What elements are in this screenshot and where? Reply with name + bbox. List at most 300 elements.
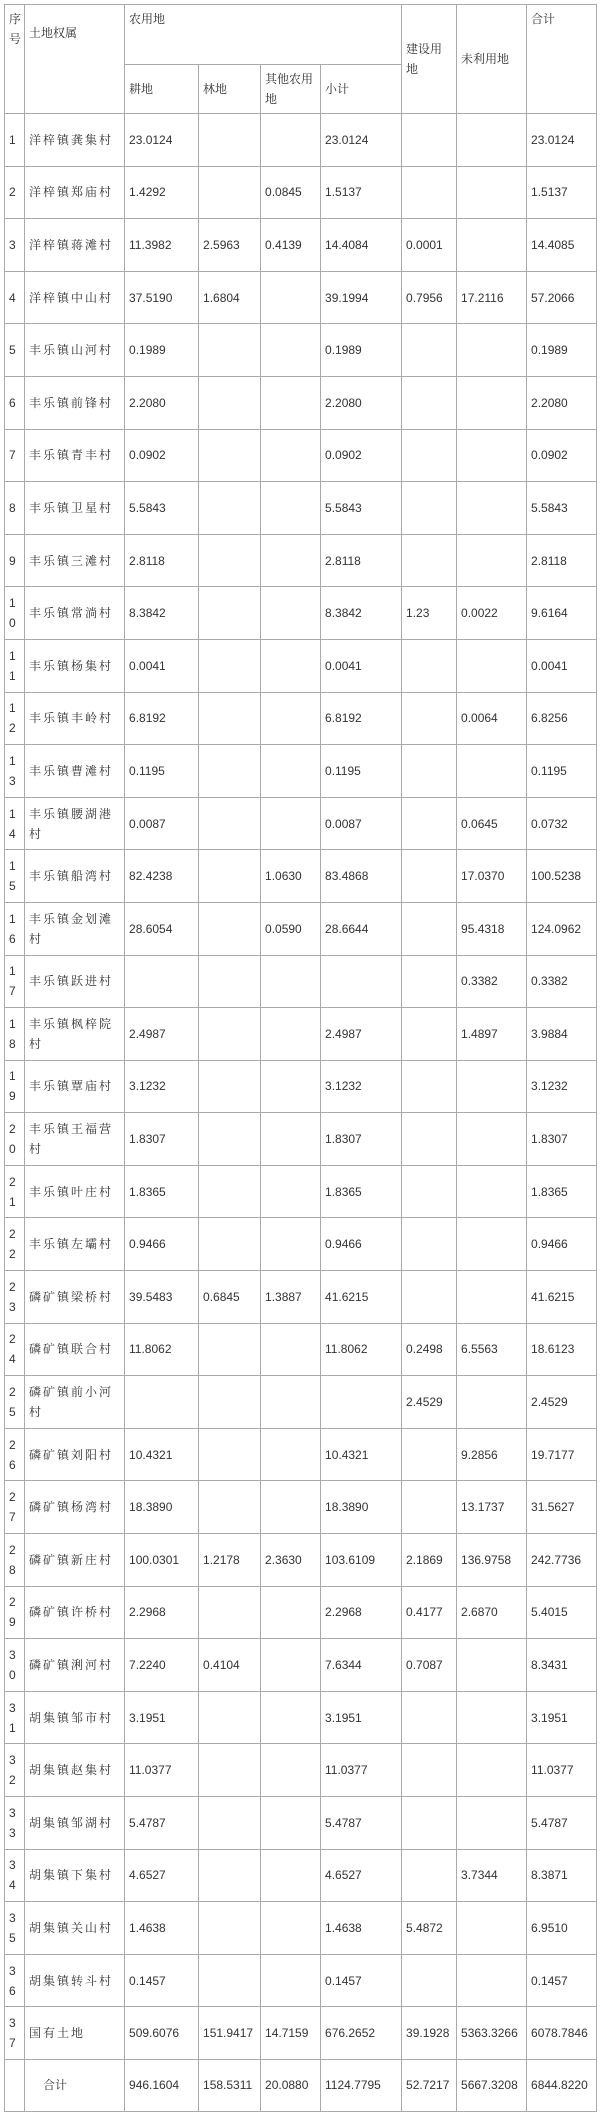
forest-cell [199,745,261,798]
other-agri-cell [261,1008,321,1061]
table-row [5,1691,597,1744]
subtotal-cell: 1.8365 [321,1165,402,1218]
other-agri-cell [261,1797,321,1850]
unused-cell [457,1797,527,1850]
total-cell: 0.9466 [527,1218,597,1271]
other-agri-cell [261,797,321,850]
subtotal-cell: 0.9466 [321,1218,402,1271]
header-total: 合计 [527,5,597,114]
table-row [5,1797,597,1850]
owner-cell: 丰乐镇腰湖港村 [25,797,125,850]
construction-cell [402,902,457,955]
forest-cell [199,1060,261,1113]
land-table-wrapper [4,4,596,2112]
forest-cell [199,797,261,850]
construction-cell [402,482,457,535]
total-cell: 2.2080 [527,376,597,429]
unused-cell [457,745,527,798]
subtotal-cell: 0.0087 [321,797,402,850]
table-row [5,639,597,692]
owner-cell: 丰乐镇跃进村 [25,955,125,1008]
header-seq: 序号 [5,5,25,114]
forest-cell: 2.5963 [199,219,261,272]
arable-cell: 18.3890 [125,1481,199,1534]
construction-cell [402,1428,457,1481]
arable-cell: 1.4292 [125,166,199,219]
table-row [5,587,597,640]
forest-cell [199,850,261,903]
unused-cell [457,1954,527,2007]
other-agri-cell [261,692,321,745]
arable-cell: 0.0041 [125,639,199,692]
forest-cell [199,1954,261,2007]
subtotal-cell [321,1376,402,1429]
owner-cell: 丰乐镇青丰村 [25,429,125,482]
total-cell: 100.5238 [527,850,597,903]
seq-cell: 34 [5,1849,25,1902]
other-agri-cell [261,534,321,587]
construction-cell [402,534,457,587]
construction-cell [402,1060,457,1113]
unused-cell: 3.7344 [457,1849,527,1902]
owner-cell: 丰乐镇金划滩村 [25,902,125,955]
other-agri-cell [261,1323,321,1376]
forest-cell [199,482,261,535]
seq-cell: 15 [5,850,25,903]
forest-cell [199,114,261,167]
construction-cell [402,1008,457,1061]
subtotal-cell: 0.1195 [321,745,402,798]
other-agri-cell [261,324,321,377]
total-subtotal-cell: 1124.7795 [321,2059,402,2111]
seq-cell: 6 [5,376,25,429]
total-cell: 0.1457 [527,1954,597,2007]
table-row [5,219,597,272]
forest-cell [199,955,261,1008]
seq-cell: 25 [5,1376,25,1429]
other-agri-cell [261,1586,321,1639]
arable-cell: 37.5190 [125,271,199,324]
subtotal-cell: 83.4868 [321,850,402,903]
owner-cell: 胡集镇邹市村 [25,1691,125,1744]
total-cell: 6.8256 [527,692,597,745]
owner-cell: 丰乐镇山河村 [25,324,125,377]
construction-cell [402,376,457,429]
arable-cell: 100.0301 [125,1534,199,1587]
unused-cell: 0.3382 [457,955,527,1008]
seq-cell: 1 [5,114,25,167]
forest-cell [199,324,261,377]
forest-cell [199,1428,261,1481]
construction-cell: 0.2498 [402,1323,457,1376]
arable-cell: 11.8062 [125,1323,199,1376]
other-agri-cell [261,745,321,798]
table-row [5,271,597,324]
other-agri-cell [261,1060,321,1113]
total-row-blank [5,2059,25,2111]
total-cell: 0.0732 [527,797,597,850]
forest-cell [199,1902,261,1955]
seq-cell: 28 [5,1534,25,1587]
unused-cell [457,1639,527,1692]
total-arable-cell: 946.1604 [125,2059,199,2111]
unused-cell [457,114,527,167]
unused-cell [457,324,527,377]
unused-cell [457,639,527,692]
table-row [5,1428,597,1481]
owner-cell: 丰乐镇杨集村 [25,639,125,692]
total-cell: 3.1951 [527,1691,597,1744]
construction-cell [402,692,457,745]
seq-cell: 33 [5,1797,25,1850]
subtotal-cell: 11.8062 [321,1323,402,1376]
unused-cell: 0.0645 [457,797,527,850]
arable-cell: 0.1457 [125,1954,199,2007]
forest-cell: 1.2178 [199,1534,261,1587]
table-row [5,1271,597,1324]
owner-cell: 丰乐镇叶庄村 [25,1165,125,1218]
owner-cell: 丰乐镇枫梓院村 [25,1008,125,1061]
arable-cell: 28.6054 [125,902,199,955]
total-other-agri-cell: 20.0880 [261,2059,321,2111]
table-row [5,850,597,903]
arable-cell [125,1376,199,1429]
seq-cell: 17 [5,955,25,1008]
subtotal-cell: 0.1989 [321,324,402,377]
construction-cell [402,1691,457,1744]
seq-cell: 11 [5,639,25,692]
subtotal-cell: 1.5137 [321,166,402,219]
forest-cell [199,1113,261,1166]
construction-cell: 2.4529 [402,1376,457,1429]
other-agri-cell [261,114,321,167]
table-row [5,376,597,429]
construction-cell: 2.1869 [402,1534,457,1587]
subtotal-cell: 3.1951 [321,1691,402,1744]
seq-cell: 5 [5,324,25,377]
total-row [5,2059,597,2111]
unused-cell [457,534,527,587]
subtotal-cell: 2.2968 [321,1586,402,1639]
seq-cell: 21 [5,1165,25,1218]
total-cell: 6078.7846 [527,2007,597,2060]
owner-cell: 国有土地 [25,2007,125,2060]
construction-cell: 0.7956 [402,271,457,324]
owner-cell: 磷矿镇刘阳村 [25,1428,125,1481]
other-agri-cell [261,1218,321,1271]
other-agri-cell [261,1849,321,1902]
arable-cell: 2.2968 [125,1586,199,1639]
other-agri-cell [261,955,321,1008]
construction-cell [402,1797,457,1850]
arable-cell: 0.0087 [125,797,199,850]
header-unused: 未利用地 [457,5,527,114]
arable-cell: 1.4638 [125,1902,199,1955]
arable-cell: 39.5483 [125,1271,199,1324]
seq-cell: 30 [5,1639,25,1692]
subtotal-cell: 18.3890 [321,1481,402,1534]
table-row [5,429,597,482]
subtotal-cell: 7.6344 [321,1639,402,1692]
unused-cell: 2.6870 [457,1586,527,1639]
arable-cell: 1.8365 [125,1165,199,1218]
total-cell: 1.8307 [527,1113,597,1166]
seq-cell: 19 [5,1060,25,1113]
forest-cell [199,692,261,745]
construction-cell: 0.7087 [402,1639,457,1692]
seq-cell: 3 [5,219,25,272]
unused-cell: 6.5563 [457,1323,527,1376]
header-other-agri: 其他农用地 [261,65,321,114]
owner-cell: 洋梓镇蒋滩村 [25,219,125,272]
unused-cell: 17.0370 [457,850,527,903]
unused-cell [457,482,527,535]
seq-cell: 22 [5,1218,25,1271]
forest-cell [199,1586,261,1639]
unused-cell: 0.0064 [457,692,527,745]
table-body [5,5,597,2112]
owner-cell: 磷矿镇浰河村 [25,1639,125,1692]
header-agri: 农用地 [125,5,402,65]
total-cell: 1.5137 [527,166,597,219]
total-cell: 23.0124 [527,114,597,167]
construction-cell [402,1165,457,1218]
table-row [5,324,597,377]
table-row [5,1218,597,1271]
subtotal-cell: 14.4084 [321,219,402,272]
header-owner-label: 土地权属 [29,26,78,40]
other-agri-cell: 2.3630 [261,1534,321,1587]
unused-cell [457,1060,527,1113]
header-arable: 耕地 [125,65,199,114]
header-row-1 [5,5,597,65]
owner-cell: 磷矿镇许桥村 [25,1586,125,1639]
arable-cell: 3.1951 [125,1691,199,1744]
total-cell: 2.4529 [527,1376,597,1429]
other-agri-cell [261,1113,321,1166]
owner-cell: 丰乐镇王福营村 [25,1113,125,1166]
total-cell: 5.4787 [527,1797,597,1850]
owner-cell: 磷矿镇梁桥村 [25,1271,125,1324]
subtotal-cell [321,955,402,1008]
total-cell: 5.5843 [527,482,597,535]
total-cell: 1.8365 [527,1165,597,1218]
total-total-cell: 6844.8220 [527,2059,597,2111]
owner-cell: 洋梓镇郑庙村 [25,166,125,219]
arable-cell: 1.8307 [125,1113,199,1166]
seq-cell: 18 [5,1008,25,1061]
subtotal-cell: 0.0041 [321,639,402,692]
owner-cell: 丰乐镇三滩村 [25,534,125,587]
unused-cell [457,219,527,272]
arable-cell: 11.3982 [125,219,199,272]
arable-cell: 5.4787 [125,1797,199,1850]
construction-cell: 0.4177 [402,1586,457,1639]
construction-cell [402,1849,457,1902]
owner-cell: 丰乐镇常淌村 [25,587,125,640]
subtotal-cell: 4.6527 [321,1849,402,1902]
header-forest: 林地 [199,65,261,114]
other-agri-cell [261,1902,321,1955]
arable-cell: 2.4987 [125,1008,199,1061]
unused-cell: 17.2116 [457,271,527,324]
unused-cell: 5363.3266 [457,2007,527,2060]
owner-cell: 丰乐镇前锋村 [25,376,125,429]
table-row [5,534,597,587]
table-row [5,797,597,850]
seq-cell: 37 [5,2007,25,2060]
table-row [5,1165,597,1218]
other-agri-cell: 0.0590 [261,902,321,955]
total-cell: 18.6123 [527,1323,597,1376]
construction-cell [402,1954,457,2007]
arable-cell: 509.6076 [125,2007,199,2060]
table-row [5,1586,597,1639]
total-cell: 124.0962 [527,902,597,955]
table-row [5,1060,597,1113]
forest-cell [199,1744,261,1797]
total-cell: 31.5627 [527,1481,597,1534]
other-agri-cell [261,639,321,692]
table-row [5,2007,597,2060]
owner-cell: 胡集镇邹湖村 [25,1797,125,1850]
table-row [5,114,597,167]
unused-cell [457,1218,527,1271]
total-cell: 6.9510 [527,1902,597,1955]
seq-cell: 4 [5,271,25,324]
forest-cell [199,429,261,482]
arable-cell: 0.1195 [125,745,199,798]
table-row [5,1376,597,1429]
total-cell: 14.4085 [527,219,597,272]
construction-cell [402,1113,457,1166]
header-owner [25,5,125,114]
unused-cell: 0.0022 [457,587,527,640]
construction-cell: 1.23 [402,587,457,640]
unused-cell [457,376,527,429]
subtotal-cell: 3.1232 [321,1060,402,1113]
arable-cell: 5.5843 [125,482,199,535]
owner-cell: 磷矿镇新庄村 [25,1534,125,1587]
seq-cell: 10 [5,587,25,640]
table-row [5,1902,597,1955]
unused-cell [457,1376,527,1429]
construction-cell [402,324,457,377]
total-cell: 9.6164 [527,587,597,640]
unused-cell [457,1113,527,1166]
forest-cell [199,587,261,640]
arable-cell: 0.9466 [125,1218,199,1271]
seq-cell: 24 [5,1323,25,1376]
total-cell: 5.4015 [527,1586,597,1639]
subtotal-cell: 39.1994 [321,271,402,324]
construction-cell [402,1481,457,1534]
total-cell: 19.7177 [527,1428,597,1481]
other-agri-cell [261,482,321,535]
seq-cell: 27 [5,1481,25,1534]
arable-cell: 8.3842 [125,587,199,640]
construction-cell [402,850,457,903]
forest-cell [199,1691,261,1744]
forest-cell [199,1008,261,1061]
owner-cell: 丰乐镇丰岭村 [25,692,125,745]
subtotal-cell: 2.8118 [321,534,402,587]
subtotal-cell: 28.6644 [321,902,402,955]
forest-cell: 0.6845 [199,1271,261,1324]
owner-cell: 胡集镇关山村 [25,1902,125,1955]
forest-cell [199,1165,261,1218]
construction-cell: 5.4872 [402,1902,457,1955]
total-cell: 41.6215 [527,1271,597,1324]
forest-cell: 151.9417 [199,2007,261,2060]
other-agri-cell: 14.7159 [261,2007,321,2060]
table-row [5,1744,597,1797]
total-cell: 0.3382 [527,955,597,1008]
total-cell: 0.0902 [527,429,597,482]
unused-cell [457,1165,527,1218]
total-cell: 11.0377 [527,1744,597,1797]
table-row [5,1954,597,2007]
seq-cell: 14 [5,797,25,850]
subtotal-cell: 1.8307 [321,1113,402,1166]
forest-cell [199,1218,261,1271]
seq-cell: 31 [5,1691,25,1744]
other-agri-cell: 0.4139 [261,219,321,272]
total-label: 合计 [25,2059,125,2111]
seq-cell: 32 [5,1744,25,1797]
table-row [5,955,597,1008]
forest-cell [199,1376,261,1429]
subtotal-cell: 6.8192 [321,692,402,745]
seq-cell: 23 [5,1271,25,1324]
construction-cell [402,114,457,167]
subtotal-cell: 11.0377 [321,1744,402,1797]
owner-cell: 丰乐镇左壩村 [25,1218,125,1271]
table-row [5,166,597,219]
owner-cell: 磷矿镇杨湾村 [25,1481,125,1534]
other-agri-cell [261,376,321,429]
construction-cell [402,1271,457,1324]
total-construction-cell: 52.7217 [402,2059,457,2111]
forest-cell [199,376,261,429]
forest-cell: 1.6804 [199,271,261,324]
unused-cell: 13.1737 [457,1481,527,1534]
total-cell: 8.3431 [527,1639,597,1692]
owner-cell: 胡集镇下集村 [25,1849,125,1902]
owner-cell: 丰乐镇卫星村 [25,482,125,535]
table-row [5,902,597,955]
forest-cell [199,1849,261,1902]
owner-cell: 磷矿镇联合村 [25,1323,125,1376]
subtotal-cell: 8.3842 [321,587,402,640]
subtotal-cell: 2.2080 [321,376,402,429]
construction-cell: 0.0001 [402,219,457,272]
forest-cell [199,1797,261,1850]
table-row [5,482,597,535]
construction-cell [402,797,457,850]
other-agri-cell [261,1744,321,1797]
total-cell: 0.1989 [527,324,597,377]
construction-cell [402,639,457,692]
other-agri-cell: 1.3887 [261,1271,321,1324]
arable-cell: 4.6527 [125,1849,199,1902]
unused-cell: 95.4318 [457,902,527,955]
total-cell: 0.0041 [527,639,597,692]
unused-cell [457,166,527,219]
table-row [5,1849,597,1902]
other-agri-cell [261,1954,321,2007]
header-subtotal: 小计 [321,65,402,114]
